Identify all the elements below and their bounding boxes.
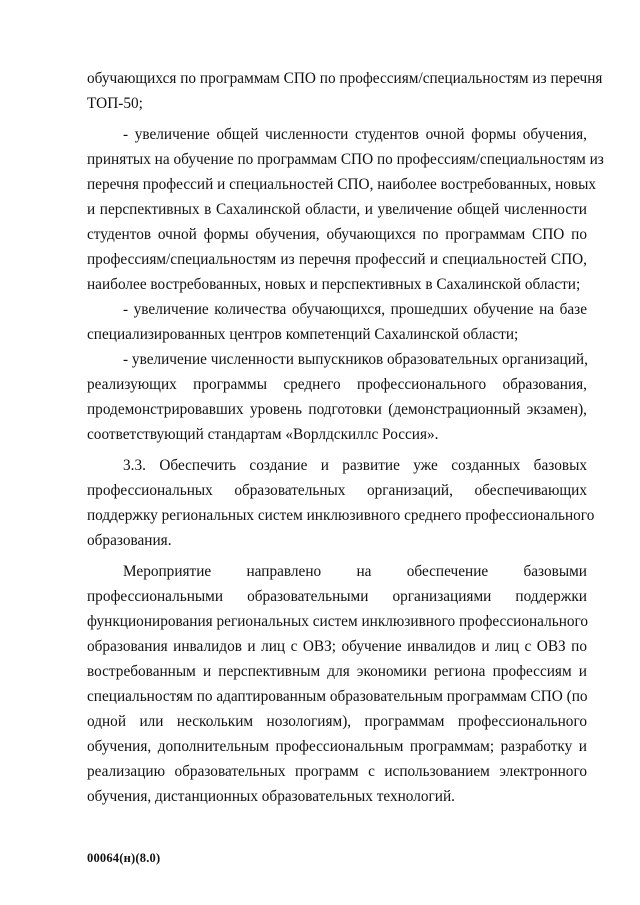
text-line: обучающихся по программам СПО по профессиям/специальностям из перечня — [87, 70, 603, 87]
text-line: функционирования региональных систем инклюзивного профессионального — [87, 613, 589, 630]
text-line: профессиональными образовательными организациями поддержки — [87, 588, 587, 605]
text-line: соответствующий стандартам «Ворлдскиллс Россия». — [87, 426, 439, 443]
text-line: - увеличение численности выпускников образовательных организаций, — [123, 351, 588, 368]
text-line: студентов очной формы обучения, обучающихся по программам СПО по — [87, 226, 587, 243]
text-line: обучения, дополнительным профессиональным программам; разработку и — [87, 738, 587, 755]
text-line: Мероприятие направлено на обеспечение базовыми — [123, 563, 587, 580]
text-line: специальностям по адаптированным образовательным программам СПО (по — [87, 688, 588, 705]
text-line: образования инвалидов и лиц с ОВЗ; обучение инвалидов и лиц с ОВЗ по — [87, 638, 587, 655]
text-line: перечня профессий и специальностей СПО, наиболее востребованных, новых — [87, 176, 597, 193]
text-line: профессиональных образовательных организаций, обеспечивающих — [87, 482, 587, 499]
text-line: - увеличение количества обучающихся, прошедших обучение на базе — [123, 301, 587, 318]
document-body — [87, 66, 604, 809]
footer-code: 00064(н)(8.0) — [87, 851, 161, 865]
text-line: образования. — [87, 532, 172, 549]
text-line: реализующих программы среднего профессионального образования, — [87, 376, 587, 393]
text-line: реализацию образовательных программ с использованием электронного — [87, 763, 587, 780]
text-line: профессиям/специальностям из перечня профессий и специальностей СПО, — [87, 251, 587, 268]
text-line: поддержку региональных систем инклюзивного среднего профессионального — [87, 507, 595, 524]
text-line: продемонстрировавших уровень подготовки (демонстрационный экзамен), — [87, 401, 587, 418]
text-line: - увеличение общей численности студентов очной формы обучения, — [123, 126, 587, 143]
text-line: 3.3. Обеспечить создание и развитие уже созданных базовых — [123, 457, 587, 474]
text-line: и перспективных в Сахалинской области, и увеличение общей численности — [87, 201, 587, 218]
text-line: наиболее востребованных, новых и перспективных в Сахалинской области; — [87, 276, 581, 293]
text-line: принятых на обучение по программам СПО по профессиям/специальностям из — [87, 151, 604, 168]
text-line: одной или нескольким нозологиям), программам профессионального — [87, 713, 587, 730]
text-line: ТОП-50; — [87, 95, 143, 112]
text-line: обучения, дистанционных образовательных технологий. — [87, 788, 455, 805]
text-line: специализированных центров компетенций Сахалинской области; — [87, 326, 519, 343]
text-line: востребованным и перспективным для экономики региона профессиям и — [87, 663, 587, 680]
